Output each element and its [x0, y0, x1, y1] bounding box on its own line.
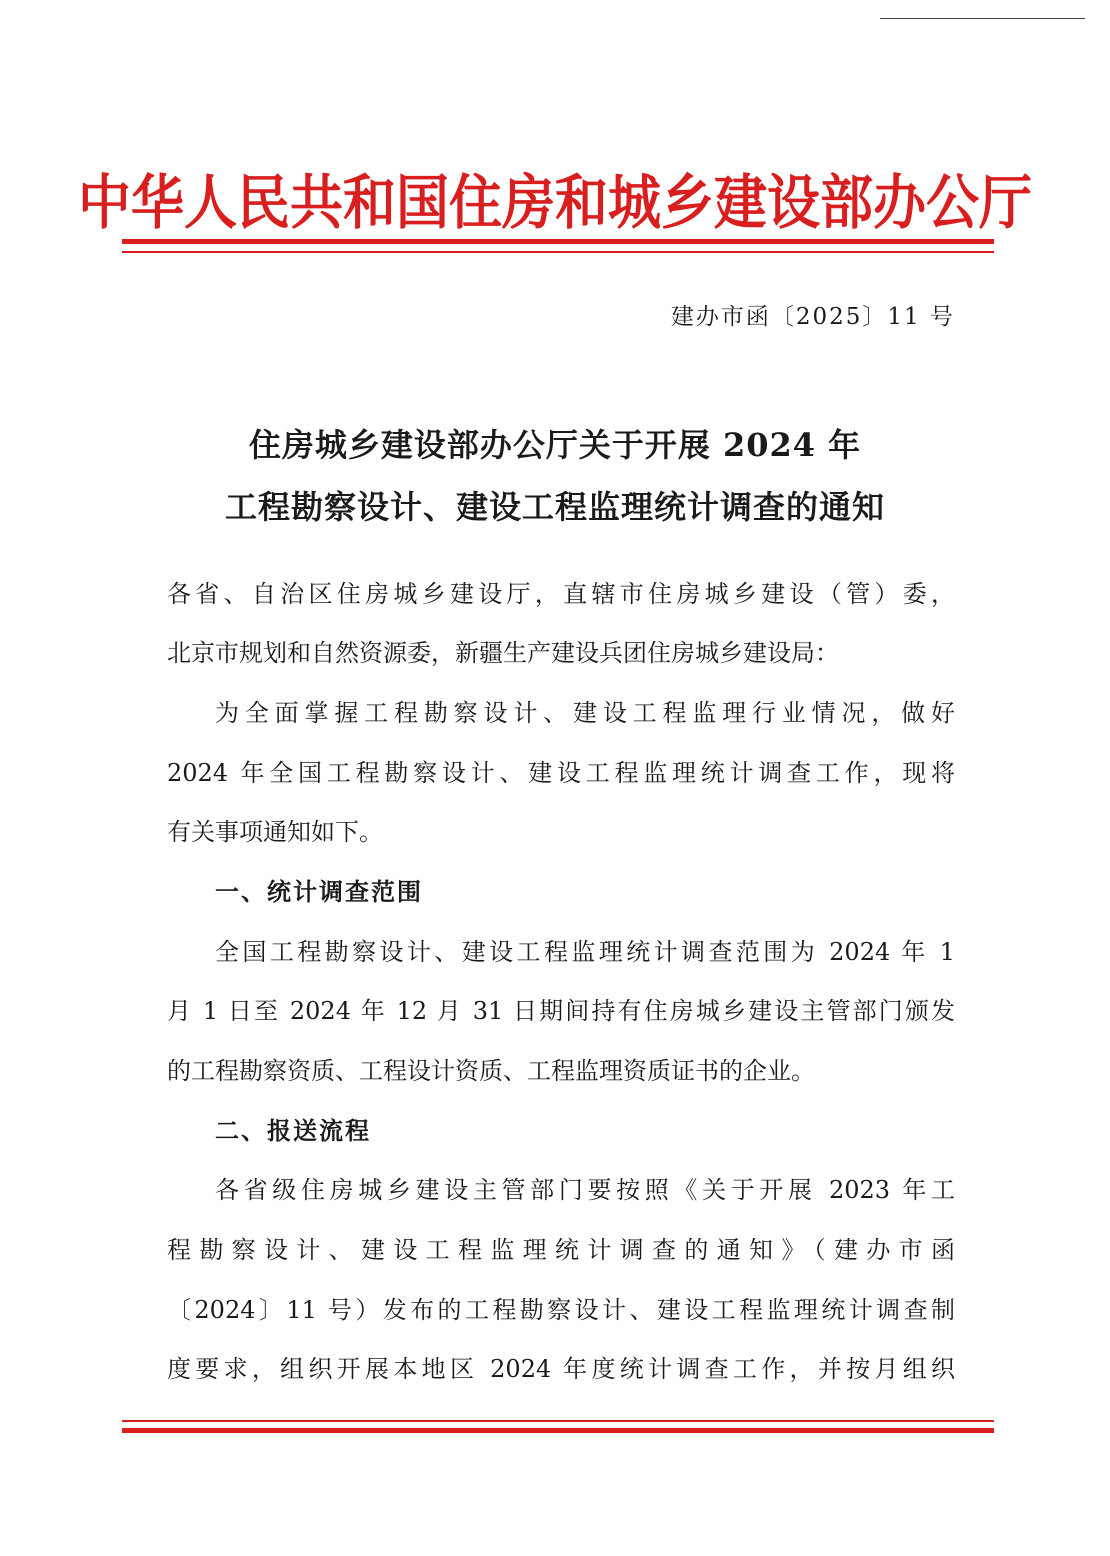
addressee-line-2: 北京市规划和自然资源委，新疆生产建设兵团住房城乡建设局： [167, 639, 839, 667]
paragraph-line: 〔2024〕11 号）发布的工程勘察设计、建设工程监理统计调查制 [167, 1296, 955, 1324]
notice-title-line-1: 住房城乡建设部办公厅关于开展 2024 年 [248, 426, 862, 464]
letterhead-red-rule-thin [122, 251, 994, 253]
paragraph-line: 为全面掌握工程勘察设计、建设工程监理行业情况，做好 [215, 699, 955, 727]
paragraph-line: 各省级住房城乡建设主管部门要按照《关于开展 2023 年工 [215, 1176, 955, 1204]
document-number: 建办市函〔2025〕11 号 [670, 304, 955, 330]
notice-title-line-2: 工程勘察设计、建设工程监理统计调查的通知 [224, 488, 885, 526]
footer-red-rule-thin [122, 1420, 994, 1422]
section-heading-scope: 一、统计调查范围 [215, 878, 423, 906]
paragraph-line: 2024 年全国工程勘察设计、建设工程监理统计调查工作，现将 [167, 759, 955, 787]
paragraph-line: 程勘察设计、建设工程监理统计调查的通知》（建办市函 [167, 1236, 955, 1264]
scan-edge-line [880, 18, 1085, 19]
paragraph-line: 的工程勘察资质、工程设计资质、工程监理资质证书的企业。 [167, 1057, 815, 1085]
letterhead-red-rule-thick [122, 239, 994, 244]
paragraph-line: 有关事项通知如下。 [167, 818, 383, 846]
paragraph-line: 全国工程勘察设计、建设工程监理统计调查范围为 2024 年 1 [215, 938, 955, 966]
agency-letterhead-title: 中华人民共和国住房和城乡建设部办公厅 [78, 168, 1032, 238]
section-heading-process: 二、报送流程 [215, 1117, 371, 1145]
addressee-line-1: 各省、自治区住房城乡建设厅，直辖市住房城乡建设（管）委， [167, 580, 955, 608]
paragraph-line: 度要求，组织开展本地区 2024 年度统计调查工作，并按月组织 [167, 1355, 955, 1383]
paragraph-line: 月 1 日至 2024 年 12 月 31 日期间持有住房城乡建设主管部门颁发 [167, 997, 955, 1025]
footer-red-rule-thick [122, 1428, 994, 1433]
